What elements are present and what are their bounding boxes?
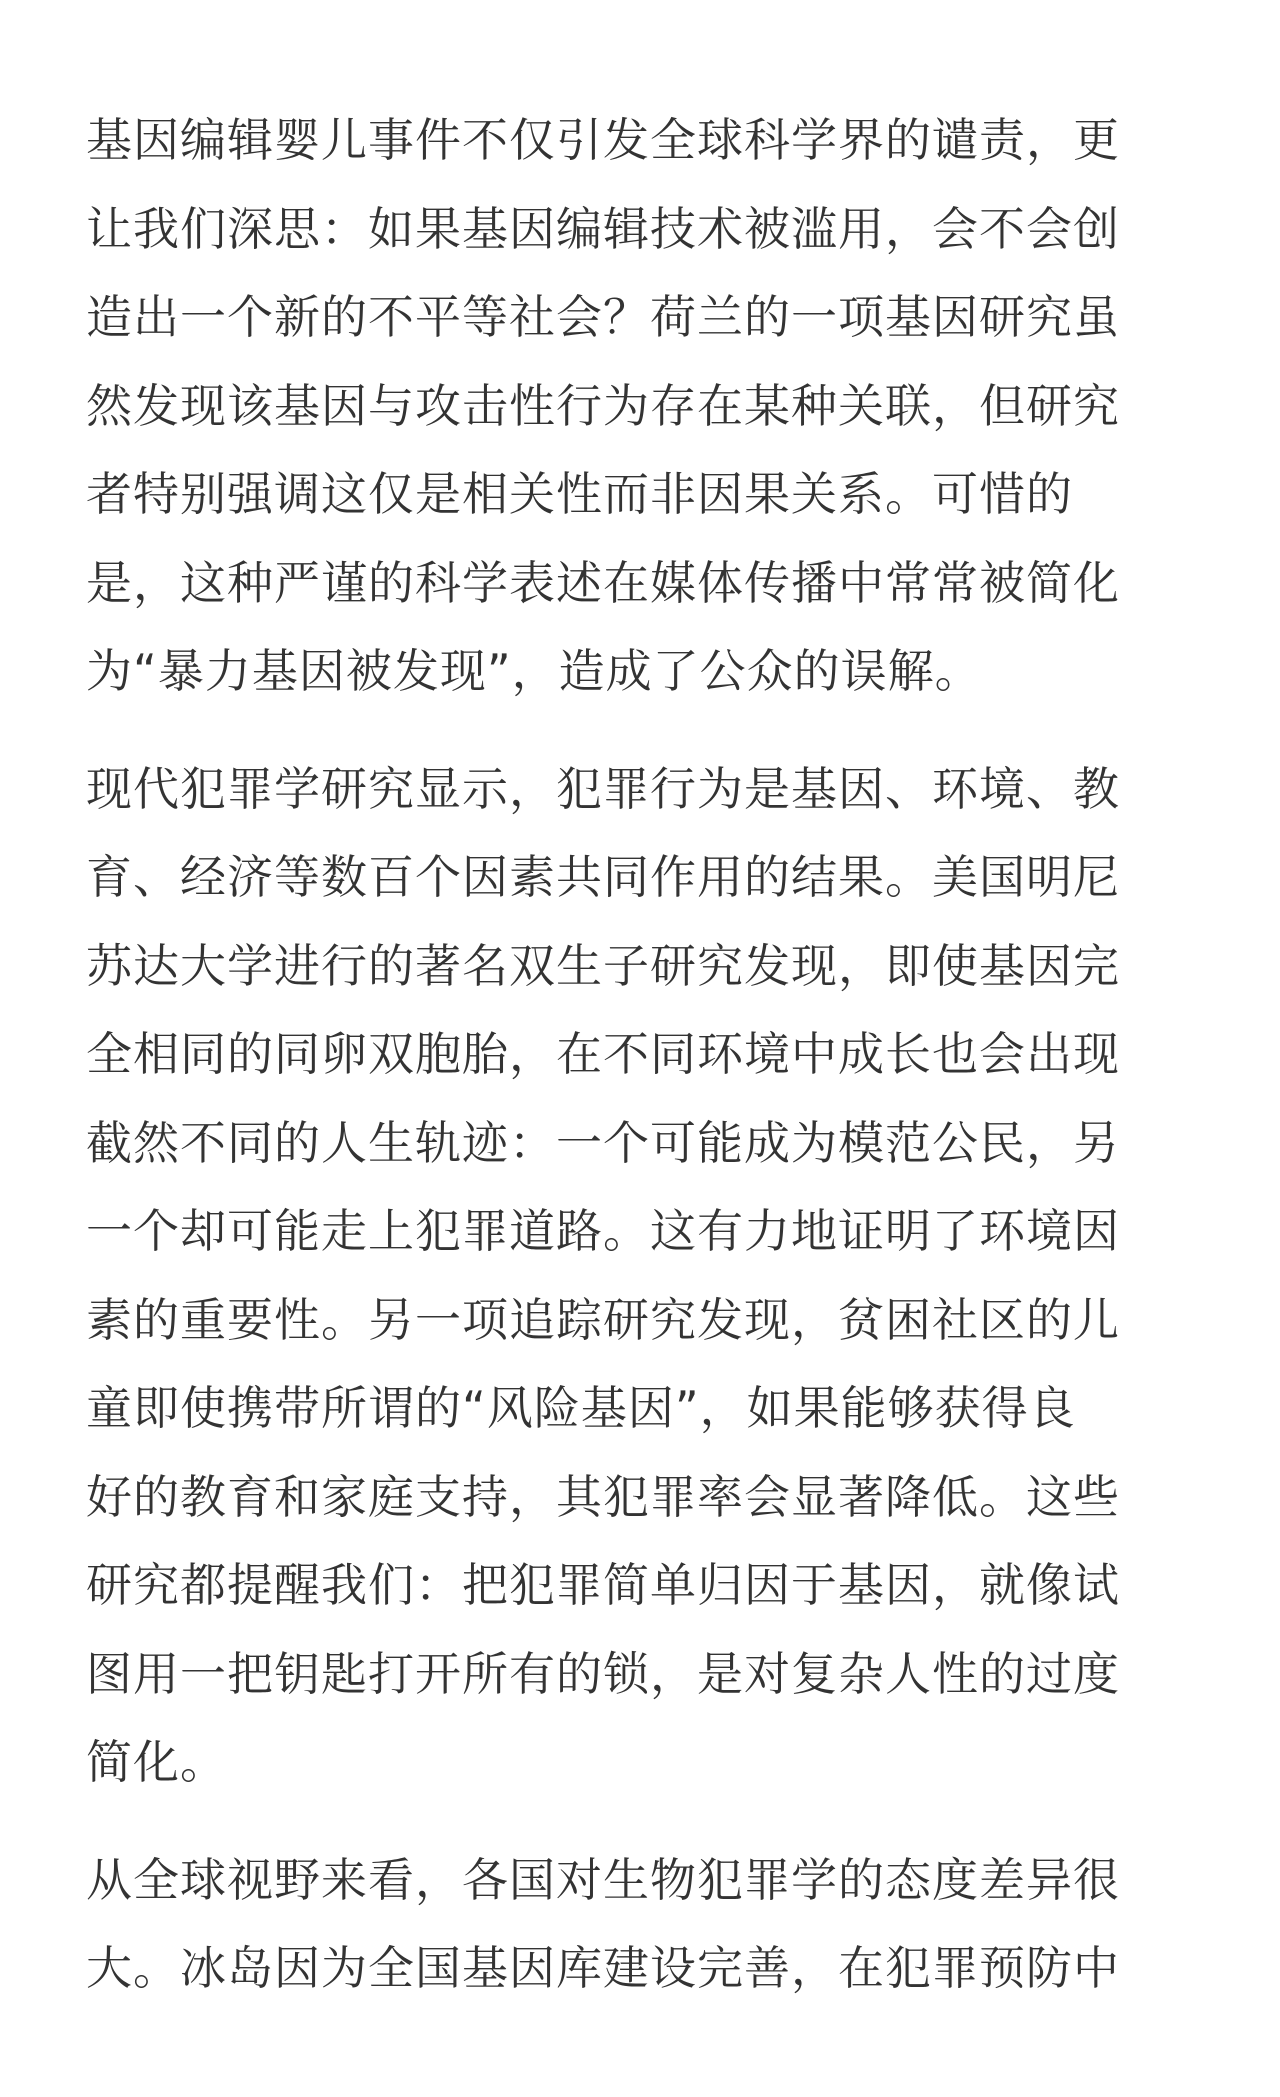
paragraph-2 xyxy=(86,745,1194,1807)
text-line: 好的教育和家庭支持，其犯罪率会显著降低。这些 xyxy=(86,1469,1120,1524)
text-line: 童即使携带所谓的“风险基因”，如果能够获得良 xyxy=(86,1381,1076,1435)
text-line: 截然不同的人生轨迹：一个可能成为模范公民，另 xyxy=(86,1115,1120,1170)
text-line: 为“暴力基因被发现”，造成了公众的误解。 xyxy=(86,644,982,698)
text-line: 图用一把钥匙打开所有的锁，是对复杂人性的过度 xyxy=(86,1646,1120,1701)
text-line: 简化。 xyxy=(86,1735,227,1789)
text-line: 育、经济等数百个因素共同作用的结果。美国明尼 xyxy=(86,850,1120,904)
text-line: 苏达大学进行的著名双生子研究发现，即使基因完 xyxy=(86,938,1120,993)
text-line: 者特别强调这仅是相关性而非因果关系。可惜的 xyxy=(86,467,1073,521)
text-line: 全相同的同卵双胞胎，在不同环境中成长也会出现 xyxy=(86,1027,1120,1081)
text-line: 大。冰岛因为全国基因库建设完善，在犯罪预防中 xyxy=(86,1941,1120,1995)
paragraph-1 xyxy=(86,96,1194,716)
text-line: 一个却可能走上犯罪道路。这有力地证明了环境因 xyxy=(86,1204,1120,1258)
text-line: 造出一个新的不平等社会？荷兰的一项基因研究虽 xyxy=(86,290,1120,344)
text-line: 从全球视野来看，各国对生物犯罪学的态度差异很 xyxy=(86,1852,1120,1907)
article-body xyxy=(86,96,1194,2013)
text-line: 让我们深思：如果基因编辑技术被滥用，会不会创 xyxy=(86,201,1120,256)
text-line: 研究都提醒我们：把犯罪简单归因于基因，就像试 xyxy=(86,1558,1120,1612)
text-line: 是，这种严谨的科学表述在媒体传播中常常被简化 xyxy=(86,555,1120,610)
paragraph-3 xyxy=(86,1836,1194,2013)
text-line: 然发现该基因与攻击性行为存在某种关联，但研究 xyxy=(86,378,1120,433)
text-line: 基因编辑婴儿事件不仅引发全球科学界的谴责，更 xyxy=(86,113,1120,167)
text-line: 素的重要性。另一项追踪研究发现，贫困社区的儿 xyxy=(86,1292,1120,1347)
text-line: 现代犯罪学研究显示，犯罪行为是基因、环境、教 xyxy=(86,761,1120,816)
